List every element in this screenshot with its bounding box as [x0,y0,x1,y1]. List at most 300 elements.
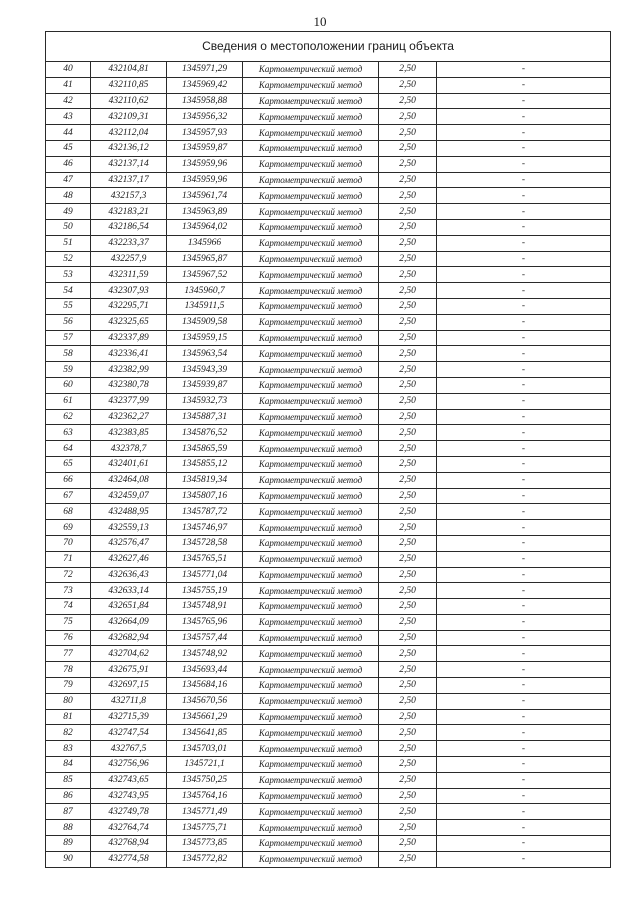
method-cell: Картометрический метод [243,614,379,630]
y-coordinate-cell: 1345958,88 [167,93,243,109]
table-row [46,441,611,457]
description-cell: - [437,441,611,457]
x-coordinate-cell: 432157,3 [91,188,167,204]
method-cell: Картометрический метод [243,551,379,567]
method-cell: Картометрический метод [243,393,379,409]
accuracy-cell: 2,50 [379,62,437,78]
method-cell: Картометрический метод [243,362,379,378]
table-row [46,156,611,172]
x-coordinate-cell: 432401,61 [91,456,167,472]
description-cell: - [437,614,611,630]
y-coordinate-cell: 1345963,54 [167,346,243,362]
table-row [46,204,611,220]
method-cell: Картометрический метод [243,77,379,93]
method-cell: Картометрический метод [243,172,379,188]
accuracy-cell: 2,50 [379,646,437,662]
y-coordinate-cell: 1345764,16 [167,788,243,804]
x-coordinate-cell: 432233,37 [91,235,167,251]
point-number-cell: 43 [46,109,91,125]
x-coordinate-cell: 432257,9 [91,251,167,267]
x-coordinate-cell: 432311,59 [91,267,167,283]
x-coordinate-cell: 432380,78 [91,377,167,393]
accuracy-cell: 2,50 [379,125,437,141]
description-cell: - [437,267,611,283]
table-row [46,125,611,141]
method-cell: Картометрический метод [243,725,379,741]
table-row [46,662,611,678]
point-number-cell: 85 [46,772,91,788]
point-number-cell: 56 [46,314,91,330]
table-row [46,836,611,852]
method-cell: Картометрический метод [243,662,379,678]
table-row [46,425,611,441]
y-coordinate-cell: 1345661,29 [167,709,243,725]
accuracy-cell: 2,50 [379,709,437,725]
x-coordinate-cell: 432697,15 [91,678,167,694]
point-number-cell: 75 [46,614,91,630]
y-coordinate-cell: 1345909,58 [167,314,243,330]
method-cell: Картометрический метод [243,156,379,172]
table-row [46,851,611,867]
table-row [46,820,611,836]
accuracy-cell: 2,50 [379,362,437,378]
description-cell: - [437,535,611,551]
table-row [46,172,611,188]
point-number-cell: 71 [46,551,91,567]
x-coordinate-cell: 432636,43 [91,567,167,583]
point-number-cell: 53 [46,267,91,283]
x-coordinate-cell: 432137,14 [91,156,167,172]
description-cell: - [437,109,611,125]
point-number-cell: 80 [46,693,91,709]
description-cell: - [437,330,611,346]
y-coordinate-cell: 1345911,5 [167,298,243,314]
method-cell: Картометрический метод [243,140,379,156]
x-coordinate-cell: 432768,94 [91,836,167,852]
y-coordinate-cell: 1345971,29 [167,62,243,78]
description-cell: - [437,662,611,678]
table-row [46,788,611,804]
y-coordinate-cell: 1345703,01 [167,741,243,757]
method-cell: Картометрический метод [243,62,379,78]
y-coordinate-cell: 1345670,56 [167,693,243,709]
accuracy-cell: 2,50 [379,283,437,299]
accuracy-cell: 2,50 [379,488,437,504]
accuracy-cell: 2,50 [379,409,437,425]
table-row [46,283,611,299]
x-coordinate-cell: 432104,81 [91,62,167,78]
x-coordinate-cell: 432307,93 [91,283,167,299]
method-cell: Картометрический метод [243,314,379,330]
point-number-cell: 74 [46,599,91,615]
x-coordinate-cell: 432651,84 [91,599,167,615]
table-row [46,772,611,788]
point-number-cell: 65 [46,456,91,472]
accuracy-cell: 2,50 [379,504,437,520]
description-cell: - [437,820,611,836]
y-coordinate-cell: 1345807,16 [167,488,243,504]
method-cell: Картометрический метод [243,772,379,788]
accuracy-cell: 2,50 [379,741,437,757]
table-row [46,520,611,536]
x-coordinate-cell: 432682,94 [91,630,167,646]
y-coordinate-cell: 1345765,96 [167,614,243,630]
page-number: 10 [313,14,327,29]
x-coordinate-cell: 432137,17 [91,172,167,188]
y-coordinate-cell: 1345819,34 [167,472,243,488]
method-cell: Картометрический метод [243,757,379,773]
x-coordinate-cell: 432664,09 [91,614,167,630]
point-number-cell: 67 [46,488,91,504]
x-coordinate-cell: 432325,65 [91,314,167,330]
description-cell: - [437,551,611,567]
x-coordinate-cell: 432377,99 [91,393,167,409]
accuracy-cell: 2,50 [379,77,437,93]
accuracy-cell: 2,50 [379,109,437,125]
point-number-cell: 55 [46,298,91,314]
description-cell: - [437,456,611,472]
point-number-cell: 58 [46,346,91,362]
method-cell: Картометрический метод [243,204,379,220]
accuracy-cell: 2,50 [379,172,437,188]
method-cell: Картометрический метод [243,535,379,551]
description-cell: - [437,757,611,773]
point-number-cell: 40 [46,62,91,78]
y-coordinate-cell: 1345773,85 [167,836,243,852]
description-cell: - [437,504,611,520]
table-row [46,314,611,330]
section-title: Сведения о местоположении границ объекта [46,32,611,62]
table-row [46,362,611,378]
accuracy-cell: 2,50 [379,425,437,441]
accuracy-cell: 2,50 [379,156,437,172]
method-cell: Картометрический метод [243,235,379,251]
x-coordinate-cell: 432576,47 [91,535,167,551]
accuracy-cell: 2,50 [379,314,437,330]
table-row [46,62,611,78]
method-cell: Картометрический метод [243,567,379,583]
point-number-cell: 88 [46,820,91,836]
method-cell: Картометрический метод [243,456,379,472]
description-cell: - [437,393,611,409]
x-coordinate-cell: 432756,96 [91,757,167,773]
method-cell: Картометрический метод [243,741,379,757]
table-row [46,646,611,662]
accuracy-cell: 2,50 [379,567,437,583]
y-coordinate-cell: 1345693,44 [167,662,243,678]
point-number-cell: 68 [46,504,91,520]
description-cell: - [437,77,611,93]
y-coordinate-cell: 1345684,16 [167,678,243,694]
accuracy-cell: 2,50 [379,330,437,346]
y-coordinate-cell: 1345787,72 [167,504,243,520]
y-coordinate-cell: 1345943,39 [167,362,243,378]
point-number-cell: 84 [46,757,91,773]
x-coordinate-cell: 432183,21 [91,204,167,220]
description-cell: - [437,472,611,488]
y-coordinate-cell: 1345961,74 [167,188,243,204]
description-cell: - [437,140,611,156]
method-cell: Картометрический метод [243,283,379,299]
method-cell: Картометрический метод [243,93,379,109]
description-cell: - [437,125,611,141]
point-number-cell: 48 [46,188,91,204]
accuracy-cell: 2,50 [379,788,437,804]
table-row [46,377,611,393]
y-coordinate-cell: 1345959,96 [167,156,243,172]
method-cell: Картометрический метод [243,836,379,852]
table-row [46,251,611,267]
method-cell: Картометрический метод [243,678,379,694]
accuracy-cell: 2,50 [379,235,437,251]
y-coordinate-cell: 1345965,87 [167,251,243,267]
y-coordinate-cell: 1345757,44 [167,630,243,646]
description-cell: - [437,362,611,378]
method-cell: Картометрический метод [243,109,379,125]
method-cell: Картометрический метод [243,251,379,267]
accuracy-cell: 2,50 [379,188,437,204]
accuracy-cell: 2,50 [379,393,437,409]
table-row [46,188,611,204]
description-cell: - [437,741,611,757]
y-coordinate-cell: 1345959,87 [167,140,243,156]
accuracy-cell: 2,50 [379,630,437,646]
accuracy-cell: 2,50 [379,851,437,867]
description-cell: - [437,804,611,820]
x-coordinate-cell: 432464,08 [91,472,167,488]
description-cell: - [437,188,611,204]
description-cell: - [437,567,611,583]
accuracy-cell: 2,50 [379,535,437,551]
description-cell: - [437,425,611,441]
y-coordinate-cell: 1345969,42 [167,77,243,93]
table-row [46,678,611,694]
x-coordinate-cell: 432295,71 [91,298,167,314]
method-cell: Картометрический метод [243,804,379,820]
point-number-cell: 64 [46,441,91,457]
point-number-cell: 86 [46,788,91,804]
point-number-cell: 87 [46,804,91,820]
point-number-cell: 63 [46,425,91,441]
accuracy-cell: 2,50 [379,820,437,836]
accuracy-cell: 2,50 [379,551,437,567]
method-cell: Картометрический метод [243,851,379,867]
description-cell: - [437,488,611,504]
y-coordinate-cell: 1345932,73 [167,393,243,409]
accuracy-cell: 2,50 [379,93,437,109]
point-number-cell: 78 [46,662,91,678]
method-cell: Картометрический метод [243,788,379,804]
table-row [46,567,611,583]
description-cell: - [437,836,611,852]
point-number-cell: 82 [46,725,91,741]
y-coordinate-cell: 1345748,92 [167,646,243,662]
description-cell: - [437,725,611,741]
description-cell: - [437,314,611,330]
accuracy-cell: 2,50 [379,678,437,694]
accuracy-cell: 2,50 [379,377,437,393]
accuracy-cell: 2,50 [379,614,437,630]
method-cell: Картометрический метод [243,409,379,425]
table-row [46,583,611,599]
x-coordinate-cell: 432382,99 [91,362,167,378]
point-number-cell: 79 [46,678,91,694]
method-cell: Картометрический метод [243,488,379,504]
description-cell: - [437,283,611,299]
table-row [46,472,611,488]
x-coordinate-cell: 432747,54 [91,725,167,741]
table-row [46,757,611,773]
accuracy-cell: 2,50 [379,140,437,156]
x-coordinate-cell: 432337,89 [91,330,167,346]
point-number-cell: 41 [46,77,91,93]
x-coordinate-cell: 432764,74 [91,820,167,836]
x-coordinate-cell: 432675,91 [91,662,167,678]
y-coordinate-cell: 1345728,58 [167,535,243,551]
y-coordinate-cell: 1345750,25 [167,772,243,788]
accuracy-cell: 2,50 [379,472,437,488]
accuracy-cell: 2,50 [379,267,437,283]
accuracy-cell: 2,50 [379,204,437,220]
table-row [46,488,611,504]
accuracy-cell: 2,50 [379,346,437,362]
accuracy-cell: 2,50 [379,772,437,788]
x-coordinate-cell: 432743,95 [91,788,167,804]
table-row [46,804,611,820]
method-cell: Картометрический метод [243,630,379,646]
point-number-cell: 89 [46,836,91,852]
table-row [46,456,611,472]
accuracy-cell: 2,50 [379,836,437,852]
point-number-cell: 46 [46,156,91,172]
x-coordinate-cell: 432627,46 [91,551,167,567]
method-cell: Картометрический метод [243,583,379,599]
y-coordinate-cell: 1345939,87 [167,377,243,393]
point-number-cell: 76 [46,630,91,646]
x-coordinate-cell: 432711,8 [91,693,167,709]
description-cell: - [437,693,611,709]
table-row [46,551,611,567]
point-number-cell: 73 [46,583,91,599]
method-cell: Картометрический метод [243,709,379,725]
x-coordinate-cell: 432559,13 [91,520,167,536]
method-cell: Картометрический метод [243,504,379,520]
accuracy-cell: 2,50 [379,757,437,773]
table-row [46,725,611,741]
description-cell: - [437,646,611,662]
point-number-cell: 69 [46,520,91,536]
method-cell: Картометрический метод [243,520,379,536]
y-coordinate-cell: 1345746,97 [167,520,243,536]
point-number-cell: 60 [46,377,91,393]
table-row [46,409,611,425]
point-number-cell: 42 [46,93,91,109]
x-coordinate-cell: 432109,31 [91,109,167,125]
point-number-cell: 59 [46,362,91,378]
accuracy-cell: 2,50 [379,725,437,741]
accuracy-cell: 2,50 [379,599,437,615]
y-coordinate-cell: 1345765,51 [167,551,243,567]
table-row [46,693,611,709]
method-cell: Картометрический метод [243,346,379,362]
table-row [46,219,611,235]
x-coordinate-cell: 432749,78 [91,804,167,820]
table-row [46,393,611,409]
method-cell: Картометрический метод [243,125,379,141]
point-number-cell: 77 [46,646,91,662]
accuracy-cell: 2,50 [379,441,437,457]
y-coordinate-cell: 1345755,19 [167,583,243,599]
x-coordinate-cell: 432743,65 [91,772,167,788]
y-coordinate-cell: 1345960,7 [167,283,243,299]
table-row [46,614,611,630]
table-row [46,140,611,156]
table-row [46,346,611,362]
description-cell: - [437,219,611,235]
x-coordinate-cell: 432186,54 [91,219,167,235]
description-cell: - [437,172,611,188]
table-header-row [46,32,611,62]
description-cell: - [437,298,611,314]
accuracy-cell: 2,50 [379,662,437,678]
method-cell: Картометрический метод [243,693,379,709]
point-number-cell: 61 [46,393,91,409]
method-cell: Картометрический метод [243,298,379,314]
point-number-cell: 44 [46,125,91,141]
table-row [46,267,611,283]
point-number-cell: 57 [46,330,91,346]
point-number-cell: 90 [46,851,91,867]
point-number-cell: 45 [46,140,91,156]
accuracy-cell: 2,50 [379,804,437,820]
table-row [46,535,611,551]
point-number-cell: 49 [46,204,91,220]
y-coordinate-cell: 1345748,91 [167,599,243,615]
x-coordinate-cell: 432774,58 [91,851,167,867]
description-cell: - [437,62,611,78]
x-coordinate-cell: 432110,85 [91,77,167,93]
x-coordinate-cell: 432112,04 [91,125,167,141]
table-body [46,62,611,868]
y-coordinate-cell: 1345959,15 [167,330,243,346]
description-cell: - [437,156,611,172]
x-coordinate-cell: 432767,5 [91,741,167,757]
description-cell: - [437,788,611,804]
y-coordinate-cell: 1345772,82 [167,851,243,867]
x-coordinate-cell: 432383,85 [91,425,167,441]
accuracy-cell: 2,50 [379,693,437,709]
method-cell: Картометрический метод [243,330,379,346]
method-cell: Картометрический метод [243,425,379,441]
description-cell: - [437,772,611,788]
point-number-cell: 50 [46,219,91,235]
accuracy-cell: 2,50 [379,520,437,536]
y-coordinate-cell: 1345963,89 [167,204,243,220]
method-cell: Картометрический метод [243,219,379,235]
x-coordinate-cell: 432110,62 [91,93,167,109]
point-number-cell: 72 [46,567,91,583]
description-cell: - [437,93,611,109]
y-coordinate-cell: 1345855,12 [167,456,243,472]
method-cell: Картометрический метод [243,377,379,393]
description-cell: - [437,377,611,393]
method-cell: Картометрический метод [243,599,379,615]
point-number-cell: 62 [46,409,91,425]
description-cell: - [437,251,611,267]
x-coordinate-cell: 432336,41 [91,346,167,362]
x-coordinate-cell: 432715,39 [91,709,167,725]
boundary-coordinates-table [45,31,611,868]
